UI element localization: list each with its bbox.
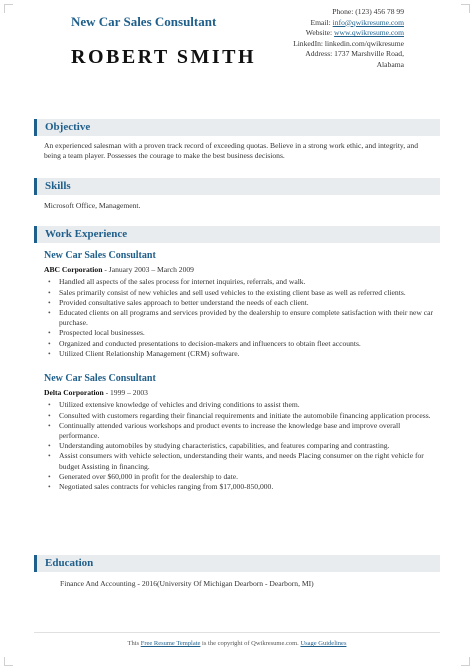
list-item: • Handled all aspects of the sales process for internet inquiries, referrals, and walk. — [54, 277, 436, 287]
footer — [0, 640, 474, 647]
website-link[interactable]: www.qwikresume.com — [334, 28, 404, 38]
list-item: • Negotiated sales contracts for vehicles ranging from $17,000-850,000. — [54, 482, 436, 492]
candidate-name: ROBERT SMITH — [71, 46, 257, 68]
footer-divider — [34, 632, 440, 633]
resume-header — [30, 0, 444, 110]
footer-middle: is the copyright of Qwikresume.com. — [200, 640, 301, 647]
list-item: • Utilized extensive knowledge of vehicles and driving conditions to assist them. — [54, 400, 436, 410]
usage-guidelines-link[interactable]: Usage Guidelines — [300, 640, 347, 647]
list-item: • Utilized Client Relationship Management (CRM) software. — [54, 349, 436, 359]
duty-list — [44, 277, 436, 359]
footer-prefix: This — [127, 640, 141, 647]
linkedin: LinkedIn: linkedin.com/qwikresume — [293, 38, 404, 48]
role-title: New Car Sales Consultant — [44, 373, 156, 384]
job-dates: - 1999 – 2003 — [103, 388, 148, 398]
company-line — [44, 388, 436, 398]
section-heading-experience: Work Experience — [34, 226, 440, 243]
free-template-link[interactable]: Free Resume Template — [140, 640, 201, 647]
company-name: Delta Corporation — [44, 388, 104, 398]
list-item: • Educated clients on all programs and services provided by the dealership to ensure complete satisfaction with their new car purchase. — [54, 308, 436, 328]
email-link[interactable]: info@qwikresume.com — [332, 17, 404, 27]
contact-block — [293, 7, 404, 71]
crop-mark — [461, 4, 470, 13]
job-dates: - January 2003 – March 2009 — [102, 265, 194, 275]
section-heading-skills: Skills — [34, 178, 440, 195]
crop-mark — [461, 657, 470, 666]
email-line — [293, 18, 404, 29]
list-item: • Generated over $60,000 in profit for the dealership to date. — [54, 472, 436, 482]
list-item: • Sales primarily consist of new vehicles and sell used vehicles to the existing client base as well as referred clients. — [54, 288, 436, 298]
list-item: • Assist consumers with vehicle selection, understanding their wants, and needs Placing consumer on the right vehicle for budget Assisting in financing. — [54, 451, 436, 471]
experience-entry — [44, 374, 436, 492]
address-line: Address: 1737 Marshville Road, — [305, 49, 404, 59]
list-item: • Organized and conducted presentations to decision-makers and influencers to obtain fleet accounts. — [54, 339, 436, 349]
list-item: • Prospected local businesses. — [54, 328, 436, 338]
job-title: New Car Sales Consultant — [71, 14, 217, 29]
crop-mark — [4, 4, 13, 13]
list-item: • Provided consultative sales approach to better understand the needs of each client. — [54, 298, 436, 308]
skills-text: Microsoft Office, Management. — [44, 201, 141, 210]
role-title: New Car Sales Consultant — [44, 250, 156, 261]
crop-mark — [4, 657, 13, 666]
section-heading-education: Education — [34, 555, 440, 572]
phone: Phone: (123) 456 78 99 — [332, 7, 404, 16]
website-label: Website: — [305, 28, 335, 38]
company-name: ABC Corporation — [44, 265, 103, 275]
section-heading-objective: Objective — [34, 119, 440, 136]
objective-text: An experienced salesman with a proven track record of exceeding quotas. Believe in a strong work ethic, and integrity, and being a team player. Possesses the courage to make the best business decisions. — [44, 141, 418, 161]
experience-entry — [44, 251, 436, 359]
list-item: • Understanding automobiles by studying characteristics, capabilities, and features comparing and contrasting. — [54, 441, 436, 451]
education-text: Finance And Accounting - 2016(University Of Michigan Dearborn - Dearborn, MI) — [60, 579, 314, 588]
email-label: Email: — [310, 17, 333, 27]
list-item: • Consulted with customers regarding their financial requirements and initiate the automobile financing application process. — [54, 411, 436, 421]
address-line: Alabama — [376, 59, 404, 69]
duty-list — [44, 400, 436, 492]
list-item: • Continually attended various workshops and product events to increase the knowledge base and improve overall performance. — [54, 421, 436, 441]
website-line — [293, 28, 404, 39]
company-line — [44, 265, 436, 275]
